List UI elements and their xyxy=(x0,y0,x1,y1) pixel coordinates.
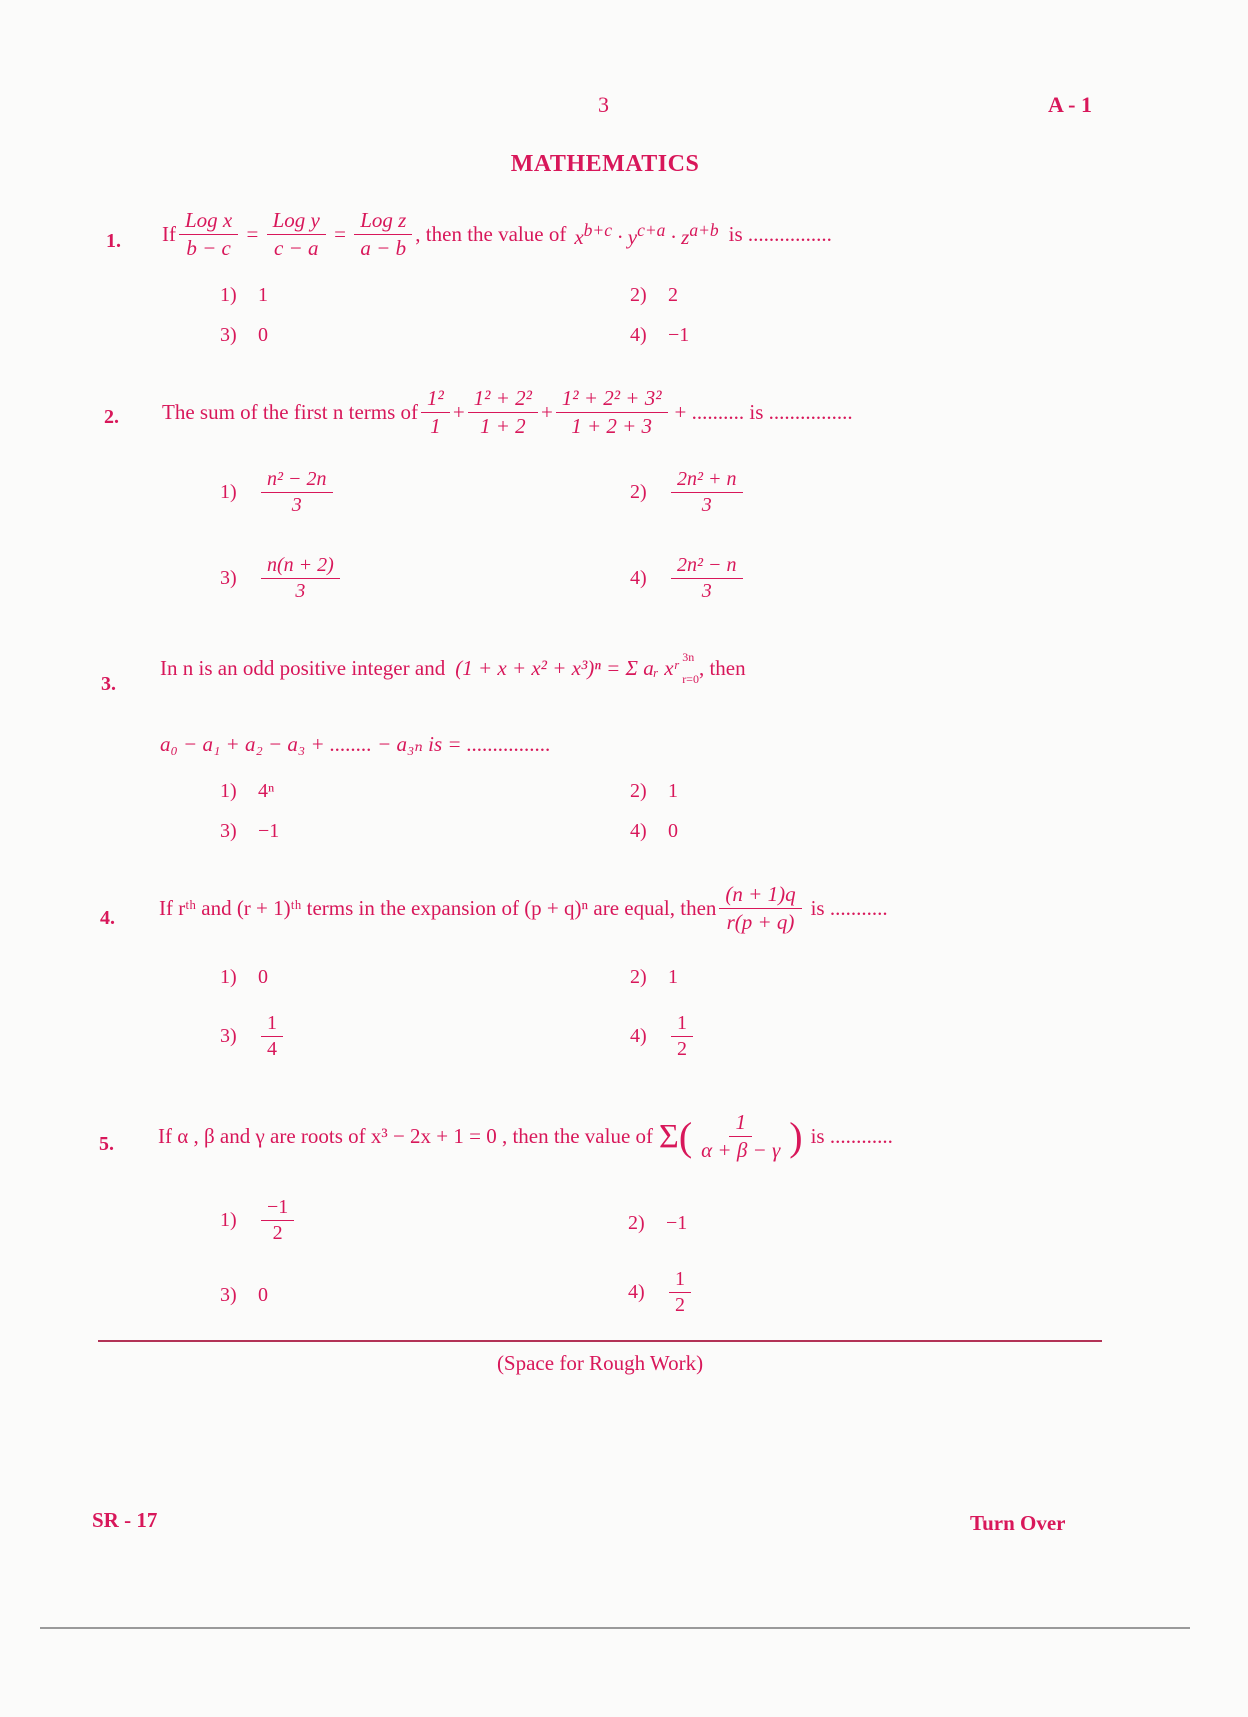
option: 4) 0 xyxy=(630,820,678,842)
fraction: $\frac{\text{1²}}{1}$ xyxy=(421,386,450,439)
fraction: $\frac{(n + 1)q}{r(p + q)}$ xyxy=(719,882,801,935)
option: 4) $\frac{\text{2n² − n}}{3}$ xyxy=(630,554,746,603)
option: 2) −1 xyxy=(628,1212,688,1234)
question-number: 3. xyxy=(101,673,116,695)
question-tail: + .......... is ................ xyxy=(674,400,853,424)
fraction: $\frac{1}{\alpha + \beta - \gamma}$ xyxy=(701,1110,781,1162)
paren-left: ( xyxy=(678,1114,693,1159)
question-suffix: , then xyxy=(698,655,746,680)
sum-upper-limit: 3n xyxy=(682,650,695,664)
booklet-code: A - 1 xyxy=(1048,92,1092,117)
turn-over-label: Turn Over xyxy=(970,1511,1066,1535)
question-1-text: If $\frac{\text{Log x}}{b - c}$ = $\frac{\text{Log y}}{c - a}$ = $\frac{\text{Log z}}{a - b}$ , then the value of $x^{b+c} \cdot y^{c+a} \cdot z^{a+b}$ is ................ xyxy=(162,208,832,260)
question-3-text xyxy=(160,650,746,686)
question-5-text xyxy=(158,1110,893,1163)
option: 1) $\frac{-1}{2}$ xyxy=(220,1196,297,1245)
fraction: $\frac{\text{1² + 2² + 3²}}{1 + 2 + 3}$ xyxy=(556,386,668,439)
math-expression: (1 + x + x² + x³)ⁿ = Σ aᵣ xʳ xyxy=(455,655,679,680)
page-number: 3 xyxy=(598,92,609,117)
option: 2) 2 xyxy=(630,284,678,306)
paren-right: ) xyxy=(789,1114,803,1159)
question-suffix: , then the value of xyxy=(415,222,567,246)
option: 3) −1 xyxy=(220,820,280,842)
question-tail: is ............ xyxy=(810,1124,893,1148)
option: 4) $\frac{1}{2}$ xyxy=(630,1012,696,1061)
question-number: 2. xyxy=(104,406,119,428)
option: 4) −1 xyxy=(630,324,690,346)
page-edge-line xyxy=(40,1627,1190,1629)
option: 2) $\frac{\text{2n² + n}}{3}$ xyxy=(630,468,746,517)
question-3-line2: a₀ − a₁ + a₂ − a₃ + ........ − a₃ₙ is = ................ xyxy=(160,732,551,756)
fraction: $\frac{\text{1² + 2²}}{1 + 2}$ xyxy=(468,386,538,439)
question-number: 1. xyxy=(106,230,121,252)
question-text: If rᵗʰ and (r + 1)ᵗʰ terms in the expansion of (p + q)ⁿ are equal, then xyxy=(159,896,717,920)
option: 1) 0 xyxy=(220,966,268,988)
fraction: $\frac{\text{Log z}}{a - b}$ xyxy=(354,208,412,261)
sigma-symbol: Σ xyxy=(659,1117,679,1155)
option: 2) 1 xyxy=(630,780,678,802)
math-expression: $x^{b+c} \cdot y^{c+a} \cdot z^{a+b}$ xyxy=(574,219,719,249)
option: 3) 0 xyxy=(220,324,268,346)
option: 2) 1 xyxy=(630,966,678,988)
fraction: $\frac{\text{Log x}}{b - c}$ xyxy=(179,208,238,261)
question-prefix: In n is an odd positive integer and xyxy=(160,655,446,680)
question-number: 5. xyxy=(99,1133,114,1155)
option: 3) 0 xyxy=(220,1284,268,1306)
question-text: If α , β and γ are roots of x³ − 2x + 1 = 0 , then the value of xyxy=(158,1124,654,1148)
fraction: $\frac{\text{Log y}}{c - a}$ xyxy=(267,208,326,261)
question-4-text xyxy=(159,882,888,935)
subject-title: MATHEMATICS xyxy=(510,151,700,177)
question-prefix: The sum of the first n terms of xyxy=(162,400,419,424)
option: 1) 4ⁿ xyxy=(220,780,275,802)
option: 3) $\frac{n(n + 2)}{3}$ xyxy=(220,554,343,603)
rough-work-label: (Space for Rough Work) xyxy=(496,1351,704,1375)
question-tail: is ........... xyxy=(810,896,888,920)
option: 1) 1 xyxy=(220,284,268,306)
question-prefix: If xyxy=(162,222,176,246)
option: 3) $\frac{1}{4}$ xyxy=(220,1012,286,1061)
option: 4) $\frac{1}{2}$ xyxy=(628,1268,694,1317)
question-tail: is ................ xyxy=(728,222,832,246)
divider-line xyxy=(98,1340,1102,1342)
option: 1) $\frac{\text{n² − 2n}}{3}$ xyxy=(220,468,336,517)
question-2-text: The sum of the first n terms of $\frac{\text{1²}}{1}$ + $\frac{\text{1² + 2²}}{1 + 2}$ + $\frac{\text{1² + 2² + 3²}}{1 + 2 + 3}$ + .......... is ................ xyxy=(162,386,853,438)
sum-lower-limit: r=0 xyxy=(682,672,699,686)
question-number: 4. xyxy=(100,907,115,929)
series-code: SR - 17 xyxy=(92,1508,158,1532)
